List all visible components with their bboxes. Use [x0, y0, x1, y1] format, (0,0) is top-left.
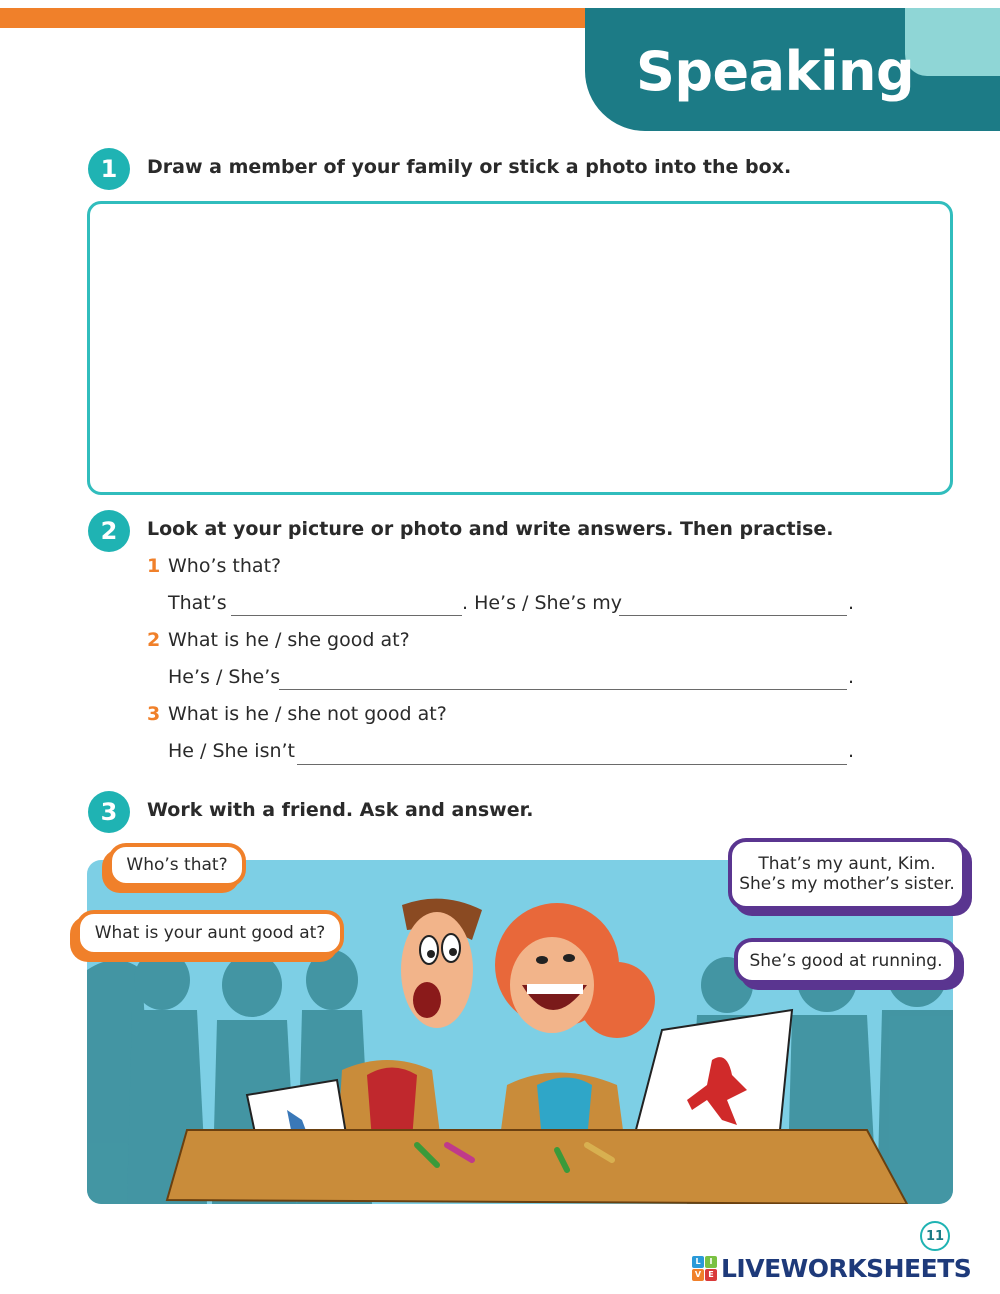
answer-2-blank[interactable] — [279, 689, 847, 690]
liveworksheets-logo — [692, 1254, 971, 1283]
question-2-number: 2 — [147, 629, 161, 651]
answer-2-end: . — [848, 666, 855, 688]
answer-1-blank-relation[interactable] — [619, 615, 847, 616]
speech-bubble-running — [734, 938, 958, 984]
liveworksheets-brand: LIVEWORKSHEETS — [721, 1254, 972, 1283]
question-3-number: 3 — [147, 703, 161, 725]
question-3-text: What is he / she not good at? — [168, 703, 447, 725]
answer-3-end: . — [848, 740, 855, 762]
exercise-number-3: 3 — [88, 791, 130, 833]
page-title: Speaking — [636, 40, 915, 103]
speech-bubble-text: She’s good at running. — [749, 951, 943, 971]
answer-1-start: That’s — [168, 592, 227, 614]
speech-bubble-text-line2: She’s my mother’s sister. — [739, 874, 955, 894]
header-orange-stripe — [0, 8, 590, 28]
page-number: 11 — [920, 1221, 950, 1251]
exercise-number-2: 2 — [88, 510, 130, 552]
question-1-number: 1 — [147, 555, 161, 577]
drawing-box[interactable] — [87, 201, 953, 495]
answer-1-blank-name[interactable] — [231, 615, 462, 616]
answer-2-start: He’s / She’s — [168, 666, 281, 688]
speech-bubble-aunt-kim — [728, 838, 966, 910]
liveworksheets-logo-icon: L I V E — [692, 1256, 717, 1281]
exercise-number-1: 1 — [88, 148, 130, 190]
speech-bubble-whos-that — [108, 843, 246, 887]
exercise-1-instruction: Draw a member of your family or stick a photo into the box. — [147, 156, 792, 178]
speech-bubble-good-at-question — [76, 910, 344, 956]
exercise-2-instruction: Look at your picture or photo and write answers. Then practise. — [147, 518, 834, 540]
speech-bubble-text: What is your aunt good at? — [94, 923, 326, 943]
answer-1-end: . — [848, 592, 855, 614]
answer-3-start: He / She isn’t — [168, 740, 295, 762]
question-1-text: Who’s that? — [168, 555, 282, 577]
exercise-3-instruction: Work with a friend. Ask and answer. — [147, 799, 534, 821]
answer-1-mid: . He’s / She’s my — [462, 592, 622, 614]
speech-bubble-text: Who’s that? — [126, 855, 228, 875]
speech-bubble-text-line1: That’s my aunt, Kim. — [758, 854, 936, 874]
answer-3-blank[interactable] — [297, 764, 847, 765]
question-2-text: What is he / she good at? — [168, 629, 410, 651]
header-corner-accent — [905, 8, 1000, 76]
